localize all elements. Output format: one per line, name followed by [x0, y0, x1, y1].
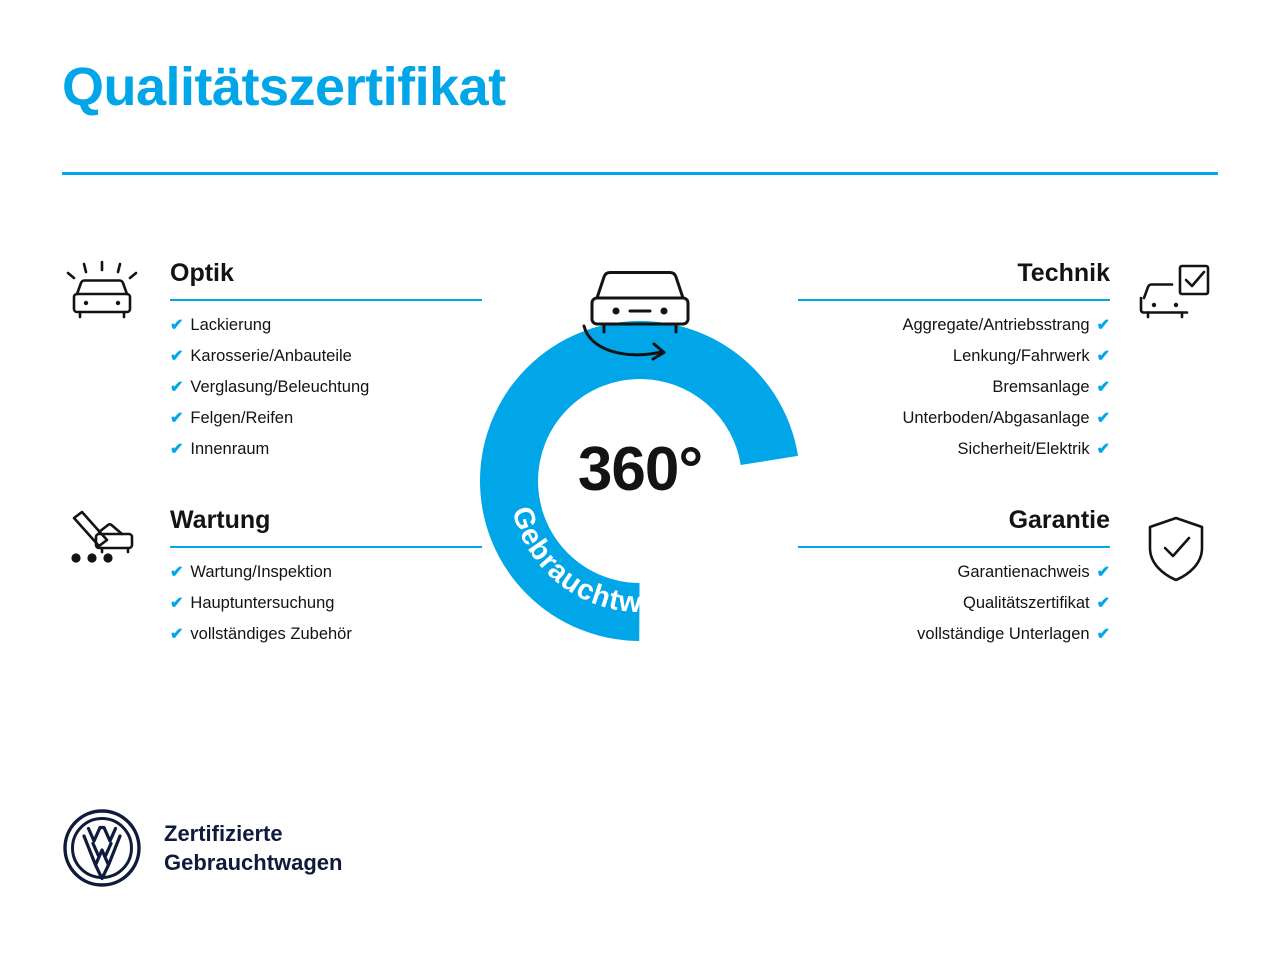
section-optik-divider	[170, 299, 482, 301]
list-item-label: vollständige Unterlagen	[917, 625, 1090, 643]
footer-brand	[62, 808, 342, 888]
list-item	[798, 403, 1218, 434]
check-icon: ✔	[1096, 348, 1110, 365]
list-item-label: Lenkung/Fahrwerk	[952, 347, 1090, 365]
section-wartung-header	[62, 505, 482, 557]
list-item	[62, 403, 482, 434]
section-optik	[62, 258, 482, 465]
check-icon: ✔	[1096, 317, 1110, 334]
check-icon: ✔	[170, 441, 184, 458]
section-technik-header	[798, 258, 1218, 310]
section-optik-header	[62, 258, 482, 310]
list-item	[798, 619, 1218, 650]
list-item-label: Bremsanlage	[992, 378, 1090, 396]
list-item-label: Hauptuntersuchung	[190, 594, 335, 612]
section-wartung-title: Wartung	[170, 506, 271, 534]
footer-text	[164, 819, 342, 877]
check-icon: ✔	[170, 317, 184, 334]
check-icon: ✔	[1096, 564, 1110, 581]
list-item-label: Aggregate/Antriebsstrang	[902, 316, 1090, 334]
check-icon: ✔	[170, 626, 184, 643]
list-item-label: Felgen/Reifen	[190, 409, 294, 427]
list-item-label: Lackierung	[190, 316, 272, 334]
section-technik-divider	[798, 299, 1110, 301]
badge-number: 360°	[577, 435, 703, 504]
list-item-label: Wartung/Inspektion	[190, 563, 332, 581]
list-item-label: Verglasung/Beleuchtung	[190, 378, 370, 396]
gebrauchtwagen-check-badge	[462, 246, 818, 646]
list-item	[798, 434, 1218, 465]
check-icon: ✔	[170, 379, 184, 396]
section-garantie-list	[798, 557, 1218, 650]
section-wartung-divider	[170, 546, 482, 548]
footer-line-1: Zertifizierte	[164, 821, 283, 846]
check-icon: ✔	[1096, 441, 1110, 458]
check-icon: ✔	[170, 564, 184, 581]
check-icon: ✔	[1096, 626, 1110, 643]
check-icon: ✔	[1096, 410, 1110, 427]
vw-logo	[62, 808, 142, 888]
section-technik-list	[798, 310, 1218, 465]
section-optik-title: Optik	[170, 259, 234, 287]
list-item	[62, 434, 482, 465]
list-item	[62, 557, 482, 588]
section-optik-list	[62, 310, 482, 465]
list-item	[62, 372, 482, 403]
section-wartung-list	[62, 557, 482, 650]
list-item	[62, 588, 482, 619]
list-item	[798, 372, 1218, 403]
list-item-label: Unterboden/Abgasanlage	[902, 409, 1090, 427]
list-item	[798, 341, 1218, 372]
footer-line-2: Gebrauchtwagen	[164, 850, 343, 875]
list-item-label: Innenraum	[190, 440, 270, 458]
section-garantie-divider	[798, 546, 1110, 548]
list-item	[798, 588, 1218, 619]
check-icon: ✔	[1096, 379, 1110, 396]
section-technik-title: Technik	[1017, 259, 1110, 287]
list-item	[62, 619, 482, 650]
section-garantie-title: Garantie	[1008, 506, 1110, 534]
list-item	[62, 310, 482, 341]
list-item	[798, 557, 1218, 588]
car-rotate-icon	[570, 254, 710, 364]
section-garantie	[798, 505, 1218, 650]
list-item-label: Garantienachweis	[957, 563, 1090, 581]
list-item-label: vollständiges Zubehör	[190, 625, 352, 643]
page-title: Qualitätszertifikat	[62, 57, 506, 117]
check-icon: ✔	[1096, 595, 1110, 612]
list-item-label: Qualitätszertifikat	[963, 594, 1090, 612]
list-item-label: Sicherheit/Elektrik	[957, 440, 1090, 458]
list-item	[62, 341, 482, 372]
section-garantie-header	[798, 505, 1218, 557]
list-item-label: Karosserie/Anbauteile	[190, 347, 352, 365]
check-icon: ✔	[170, 595, 184, 612]
list-item	[798, 310, 1218, 341]
check-icon: ✔	[170, 348, 184, 365]
section-wartung	[62, 505, 482, 650]
badge-ring-text: Gebrauchtwagen-Check	[505, 502, 775, 620]
check-icon: ✔	[170, 410, 184, 427]
section-technik	[798, 258, 1218, 465]
title-divider	[62, 172, 1218, 175]
